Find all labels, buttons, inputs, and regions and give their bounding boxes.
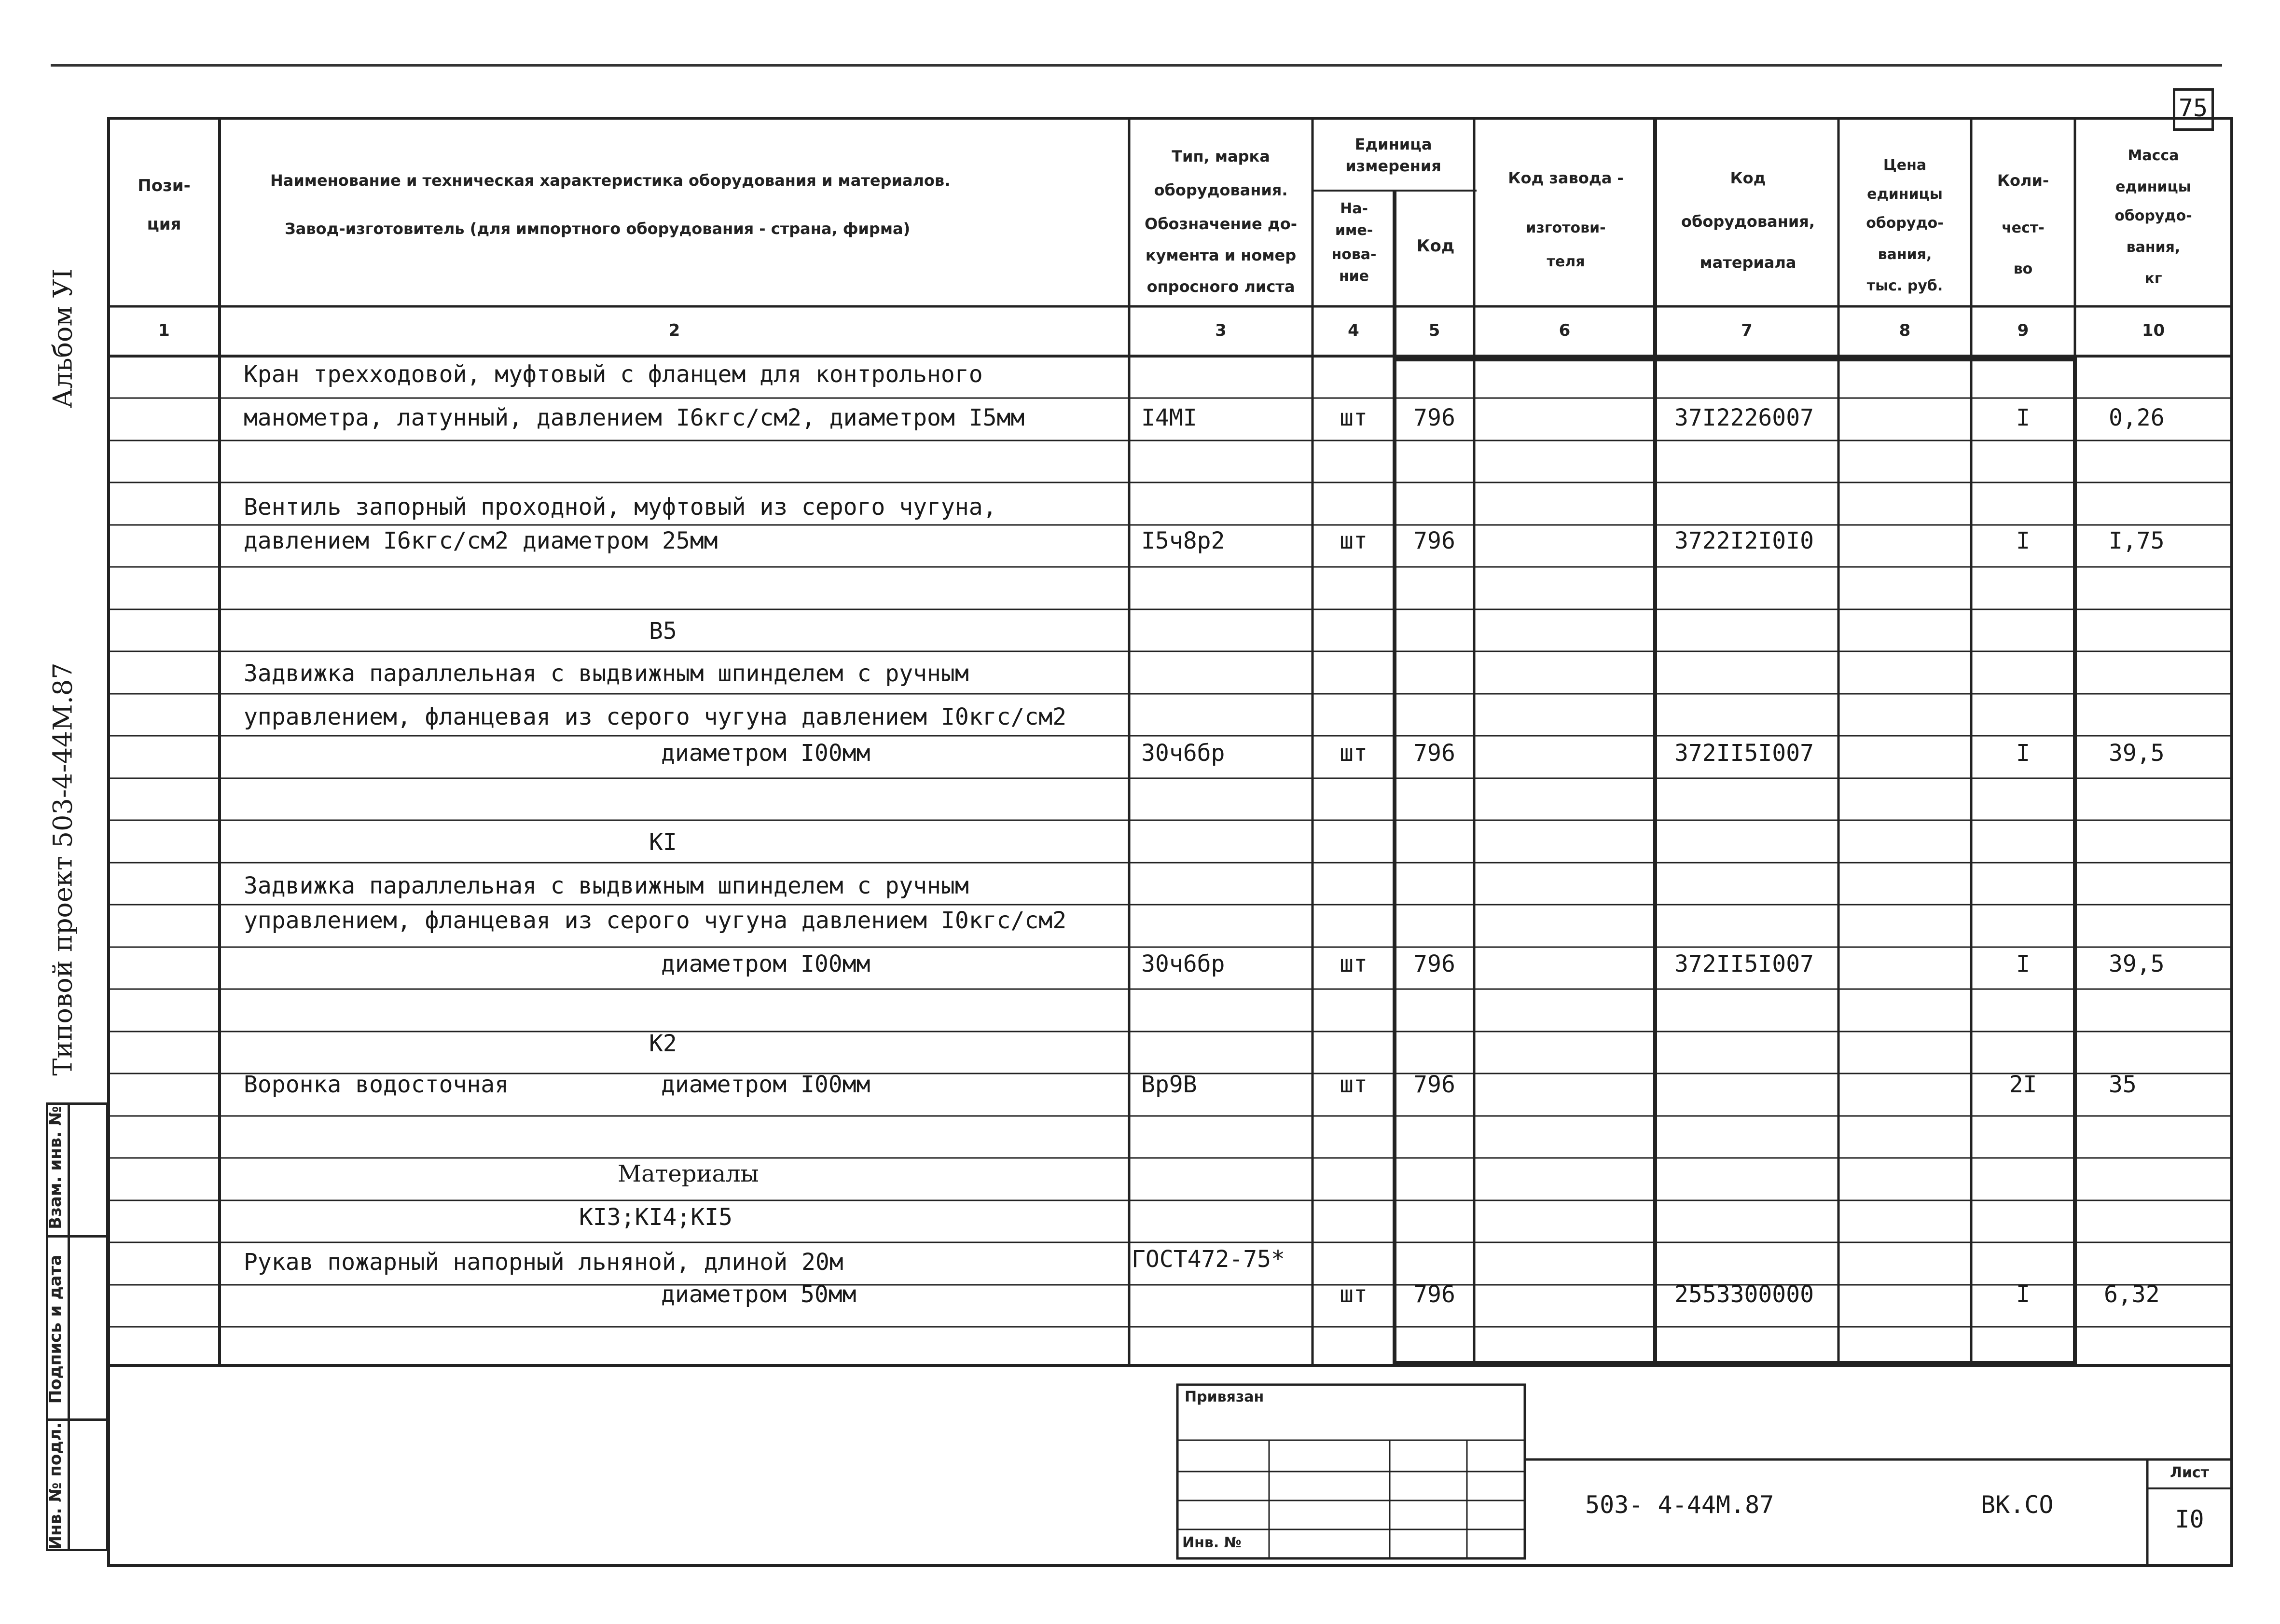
row-10-eqcode: 372II5I007 — [1674, 740, 1814, 767]
row-18-unit: шт — [1340, 1071, 1368, 1098]
hdr-type-a: Тип, марка — [1172, 147, 1270, 165]
hdr-unit-name-b: име- — [1335, 222, 1373, 239]
row-15-indent: диаметром I00мм — [661, 950, 871, 977]
colnum-9: 9 — [2017, 321, 2029, 340]
row-18-indent: диаметром I00мм — [661, 1071, 871, 1098]
hdr-plant-a: Код завода - — [1508, 169, 1624, 187]
colnum-2: 2 — [668, 321, 680, 340]
row-4-name: Вентиль запорный проходной, муфтовый из серого чугуна, — [244, 494, 997, 521]
row-10-qty: I — [2016, 740, 2030, 767]
hdr-qty-a: Коли- — [1997, 171, 2049, 190]
row-24-unit: шт — [1340, 1281, 1368, 1308]
colnum-7: 7 — [1741, 321, 1753, 340]
row-5-qty: I — [2016, 527, 2030, 554]
row-15-code: 796 — [1413, 950, 1455, 977]
row-13-name: Задвижка параллельная с выдвижным шпинделем с ручным — [244, 872, 969, 899]
row-14-name: управлением, фланцевая из серого чугуна давлением I0кгс/см2 — [244, 907, 1067, 934]
row-15-type: 30ч6бр — [1141, 950, 1225, 977]
hdr-type-c: Обозначение до- — [1145, 215, 1297, 233]
row-24-mass: 6,32 — [2104, 1281, 2160, 1308]
colnum-10: 10 — [2142, 321, 2165, 340]
hdr-unit-name-d: ние — [1339, 268, 1369, 285]
row-10-mass: 39,5 — [2109, 740, 2165, 767]
hdr-name-b: Завод-изготовитель (для импортного оборудования - страна, фирма) — [285, 220, 911, 238]
row-18-code: 796 — [1413, 1071, 1455, 1098]
row-24-eqcode: 2553300000 — [1674, 1281, 1814, 1308]
row-2-name: манометра, латунный, давлением I6кгс/см2, диаметром I5мм — [244, 404, 1025, 431]
row-18-mass: 35 — [2109, 1071, 2137, 1098]
hdr-plant-b: изготови- — [1526, 220, 1606, 236]
row-5-code: 796 — [1413, 527, 1455, 554]
stamp-list-label: Лист — [2169, 1464, 2210, 1481]
row-12-heading: КI — [649, 829, 677, 856]
hdr-pos-a: Пози- — [138, 176, 191, 195]
row-2-eqcode: 37I2226007 — [1674, 404, 1814, 431]
colnum-1: 1 — [158, 321, 170, 340]
stamp-mark: ВК.СО — [1981, 1491, 2054, 1519]
row-5-type: I5ч8р2 — [1141, 527, 1225, 554]
page-number: 75 — [2178, 94, 2208, 122]
hdr-plant-c: теля — [1547, 253, 1585, 270]
colnum-3: 3 — [1215, 321, 1227, 340]
hdr-price-b: единицы — [1867, 186, 1943, 203]
row-5-eqcode: 3722I2I0I0 — [1674, 527, 1814, 554]
podpis-label: Подпись и дата — [46, 1254, 65, 1404]
album-label: Альбом УI — [47, 268, 78, 409]
hdr-mass-a: Масса — [2128, 147, 2179, 164]
row-18-qty: 2I — [2009, 1071, 2037, 1098]
row-15-mass: 39,5 — [2109, 950, 2165, 977]
hdr-type-b: оборудования. — [1154, 181, 1288, 199]
hdr-unit-a: Единица — [1354, 135, 1432, 153]
hdr-price-c: оборудо- — [1866, 215, 1944, 232]
row-2-mass: 0,26 — [2109, 404, 2165, 431]
row-17-heading: К2 — [649, 1030, 677, 1057]
hdr-mass-b: единицы — [2115, 179, 2191, 195]
row-9-name: управлением, фланцевая из серого чугуна давлением I0кгс/см2 — [244, 703, 1067, 730]
row-5-mass: I,75 — [2109, 527, 2165, 554]
hdr-type-d: кумента и номер — [1145, 246, 1297, 264]
row-18-type: Вр9В — [1141, 1071, 1197, 1098]
row-24-indent: диаметром 50мм — [661, 1281, 857, 1308]
hdr-pos-b: ция — [147, 215, 181, 234]
hdr-price-e: тыс. руб. — [1866, 277, 1943, 294]
hdr-qty-c: во — [2013, 261, 2033, 277]
hdr-type-e: опросного листа — [1147, 277, 1295, 296]
row-22-heading: КI3;КI4;КI5 — [579, 1204, 732, 1231]
hdr-mass-e: кг — [2144, 270, 2162, 287]
row-23-name: Рукав пожарный напорный льняной, длиной 20м — [244, 1249, 843, 1276]
stamp-list-no: I0 — [2175, 1505, 2204, 1533]
row-10-code: 796 — [1413, 740, 1455, 767]
colnum-5: 5 — [1428, 321, 1440, 340]
row-18-name: Воронка водосточная — [244, 1071, 509, 1098]
stamp-privyazan: Привязан — [1185, 1389, 1264, 1405]
row-24-code: 796 — [1413, 1281, 1455, 1308]
row-2-type: I4МI — [1141, 404, 1197, 431]
row-15-qty: I — [2016, 950, 2030, 977]
row-8-name: Задвижка параллельная с выдвижным шпинделем с ручным — [244, 660, 969, 687]
vzam-label: Взам. инв. № — [46, 1106, 65, 1229]
project-label: Типовой проект 503-4-44М.87 — [47, 662, 78, 1076]
row-23-type: ГОСТ472-75* — [1132, 1246, 1285, 1273]
row-2-qty: I — [2016, 404, 2030, 431]
row-15-eqcode: 372II5I007 — [1674, 950, 1814, 977]
row-2-unit: шт — [1340, 404, 1368, 431]
row-10-unit: шт — [1340, 740, 1368, 767]
row-24-qty: I — [2016, 1281, 2030, 1308]
hdr-mass-d: вания, — [2126, 239, 2181, 256]
hdr-eq-a: Код — [1730, 169, 1766, 187]
hdr-mass-c: оборудо- — [2114, 207, 2192, 224]
colnum-4: 4 — [1348, 321, 1359, 340]
hdr-name-a: Наименование и техническая характеристика оборудования и материалов. — [270, 171, 951, 190]
colnum-6: 6 — [1559, 321, 1571, 340]
colnum-8: 8 — [1899, 321, 1911, 340]
row-1-name: Кран трехходовой, муфтовый с фланцем для контрольного — [244, 361, 983, 388]
row-15-unit: шт — [1340, 950, 1368, 977]
row-5-name: давлением I6кгс/см2 диаметром 25мм — [244, 527, 718, 554]
row-21-heading: Материалы — [618, 1160, 759, 1187]
hdr-price-d: вания, — [1878, 246, 1932, 263]
hdr-unit-code: Код — [1416, 236, 1455, 256]
stamp-doc-code: 503- 4-44М.87 — [1585, 1491, 1774, 1519]
hdr-eq-c: материала — [1700, 253, 1796, 272]
hdr-unit-name-c: нова- — [1331, 246, 1377, 263]
row-10-type: 30ч6бр — [1141, 740, 1225, 767]
hdr-price-a: Цена — [1883, 157, 1927, 174]
row-5-unit: шт — [1340, 527, 1368, 554]
stamp-inv-no: Инв. № — [1182, 1534, 1242, 1551]
hdr-unit-b: измерения — [1345, 157, 1441, 175]
hdr-unit-name-a: На- — [1340, 200, 1368, 217]
row-10-indent: диаметром I00мм — [661, 740, 871, 767]
hdr-eq-b: оборудования, — [1681, 212, 1815, 231]
row-7-heading: В5 — [649, 618, 677, 645]
inv-podl-label: Инв. № подл. — [46, 1422, 65, 1550]
hdr-qty-b: чест- — [2002, 220, 2045, 236]
row-2-code: 796 — [1413, 404, 1455, 431]
